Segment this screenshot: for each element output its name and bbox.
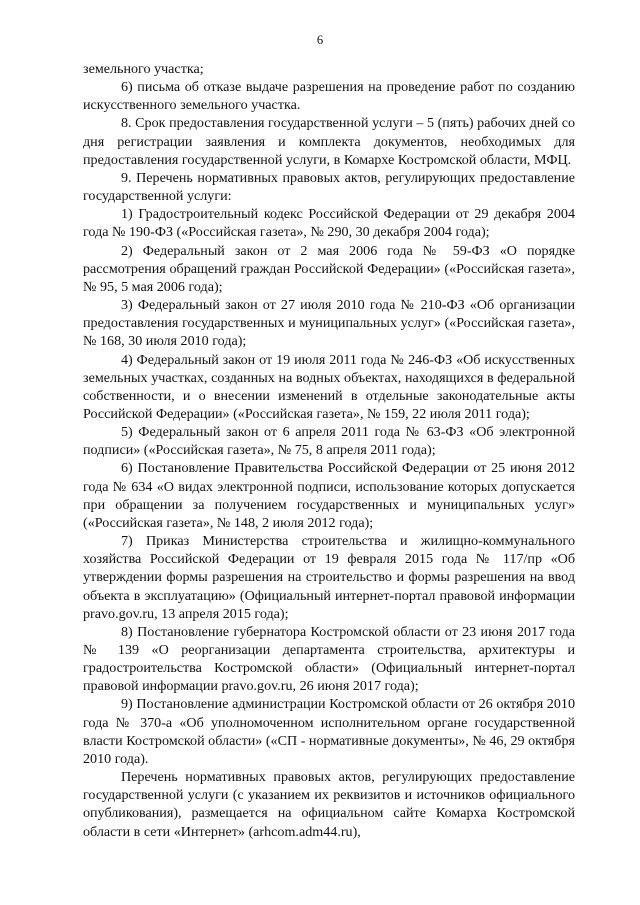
paragraph-law-8: 8) Постановление губернатора Костромской области от 23 июня 2017 года № 139 «О реорганизации департамента строительства, архитектуры и градостроительства Костромской области» (Официальный интернет-портал правовой информации pravo.gov.ru, 26 июня 2017 года); — [83, 623, 575, 695]
paragraph-law-3: 3) Федеральный закон от 27 июля 2010 года № 210-ФЗ «Об организации предоставления государственных и муниципальных услуг» («Российская газета», № 168, 30 июля 2010 года); — [83, 297, 575, 350]
paragraph-law-6: 6) Постановление Правительства Российской Федерации от 25 июня 2012 года № 634 «О видах электронной подписи, использование которых допускается при обращении за получением государственных и муниципальных услуг» («Российская газета», № 148, 2 июля 2012 года); — [83, 460, 575, 531]
paragraph-law-9: 9) Постановление администрации Костромской области от 26 октября 2010 года № 370-а «Об уполномоченном исполнительном органе государственной власти Костромской области» («СП - нормативные документы», № 46, 29 октября 2010 года). — [83, 696, 575, 767]
paragraph-law-2: 2) Федеральный закон от 2 мая 2006 года № 59-ФЗ «О порядке рассмотрения обращений граждан Российской Федерации» («Российская газета», № 95, 5 мая 2006 года); — [83, 242, 575, 295]
paragraph-continuation: земельного участка; — [83, 61, 204, 77]
paragraph-law-1: 1) Градостроительный кодекс Российской Федерации от 29 декабря 2004 года № 190-ФЗ («Российская газета», № 290, 30 декабря 2004 года); — [83, 206, 575, 241]
paragraph-law-4: 4) Федеральный закон от 19 июля 2011 года № 246-ФЗ «Об искусственных земельных участках, созданных на водных объектах, находящихся в федеральной собственности, и о внесении изменений в отдельные законодательные акты Российской Федерации» («Российская газета», № 159, 22 июля 2011 года); — [83, 351, 575, 422]
paragraph-list-publication: Перечень нормативных правовых актов, регулирующих предоставление государственной услуги (с указанием их реквизитов и источников официального опубликования), размещается на официальном сайте Комарха Костромской области в сети «Интернет» (arhcom.adm44.ru), — [83, 769, 575, 840]
paragraph-law-7: 7) Приказ Министерства строительства и жилищно-коммунального хозяйства Российской Федерации от 19 февраля 2015 года № 117/пр «Об утверждении формы разрешения на строительство и формы разрешения на ввод объекта в эксплуатацию» (Официальный интернет-портал правовой информации pravo.gov.ru, 13 апреля 2015 года); — [83, 533, 575, 622]
paragraph-section-9: 9. Перечень нормативных правовых актов, регулирующих предоставление государственной услуги: — [83, 169, 575, 205]
document-body — [83, 60, 575, 841]
paragraph-law-5: 5) Федеральный закон от 6 апреля 2011 года № 63-ФЗ «Об электронной подписи» («Российская газета», № 75, 8 апреля 2011 года); — [83, 424, 575, 459]
paragraph-section-8: 8. Срок предоставления государственной услуги – 5 (пять) рабочих дней со дня регистрации заявления и комплекта документов, необходимых для предоставления государственной услуги, в Комархе Костромской области, МФЦ. — [83, 115, 575, 168]
page-number: 6 — [316, 33, 324, 47]
paragraph-item-6: 6) письма об отказе выдаче разрешения на проведение работ по созданию искусственного земельного участка. — [83, 79, 575, 114]
